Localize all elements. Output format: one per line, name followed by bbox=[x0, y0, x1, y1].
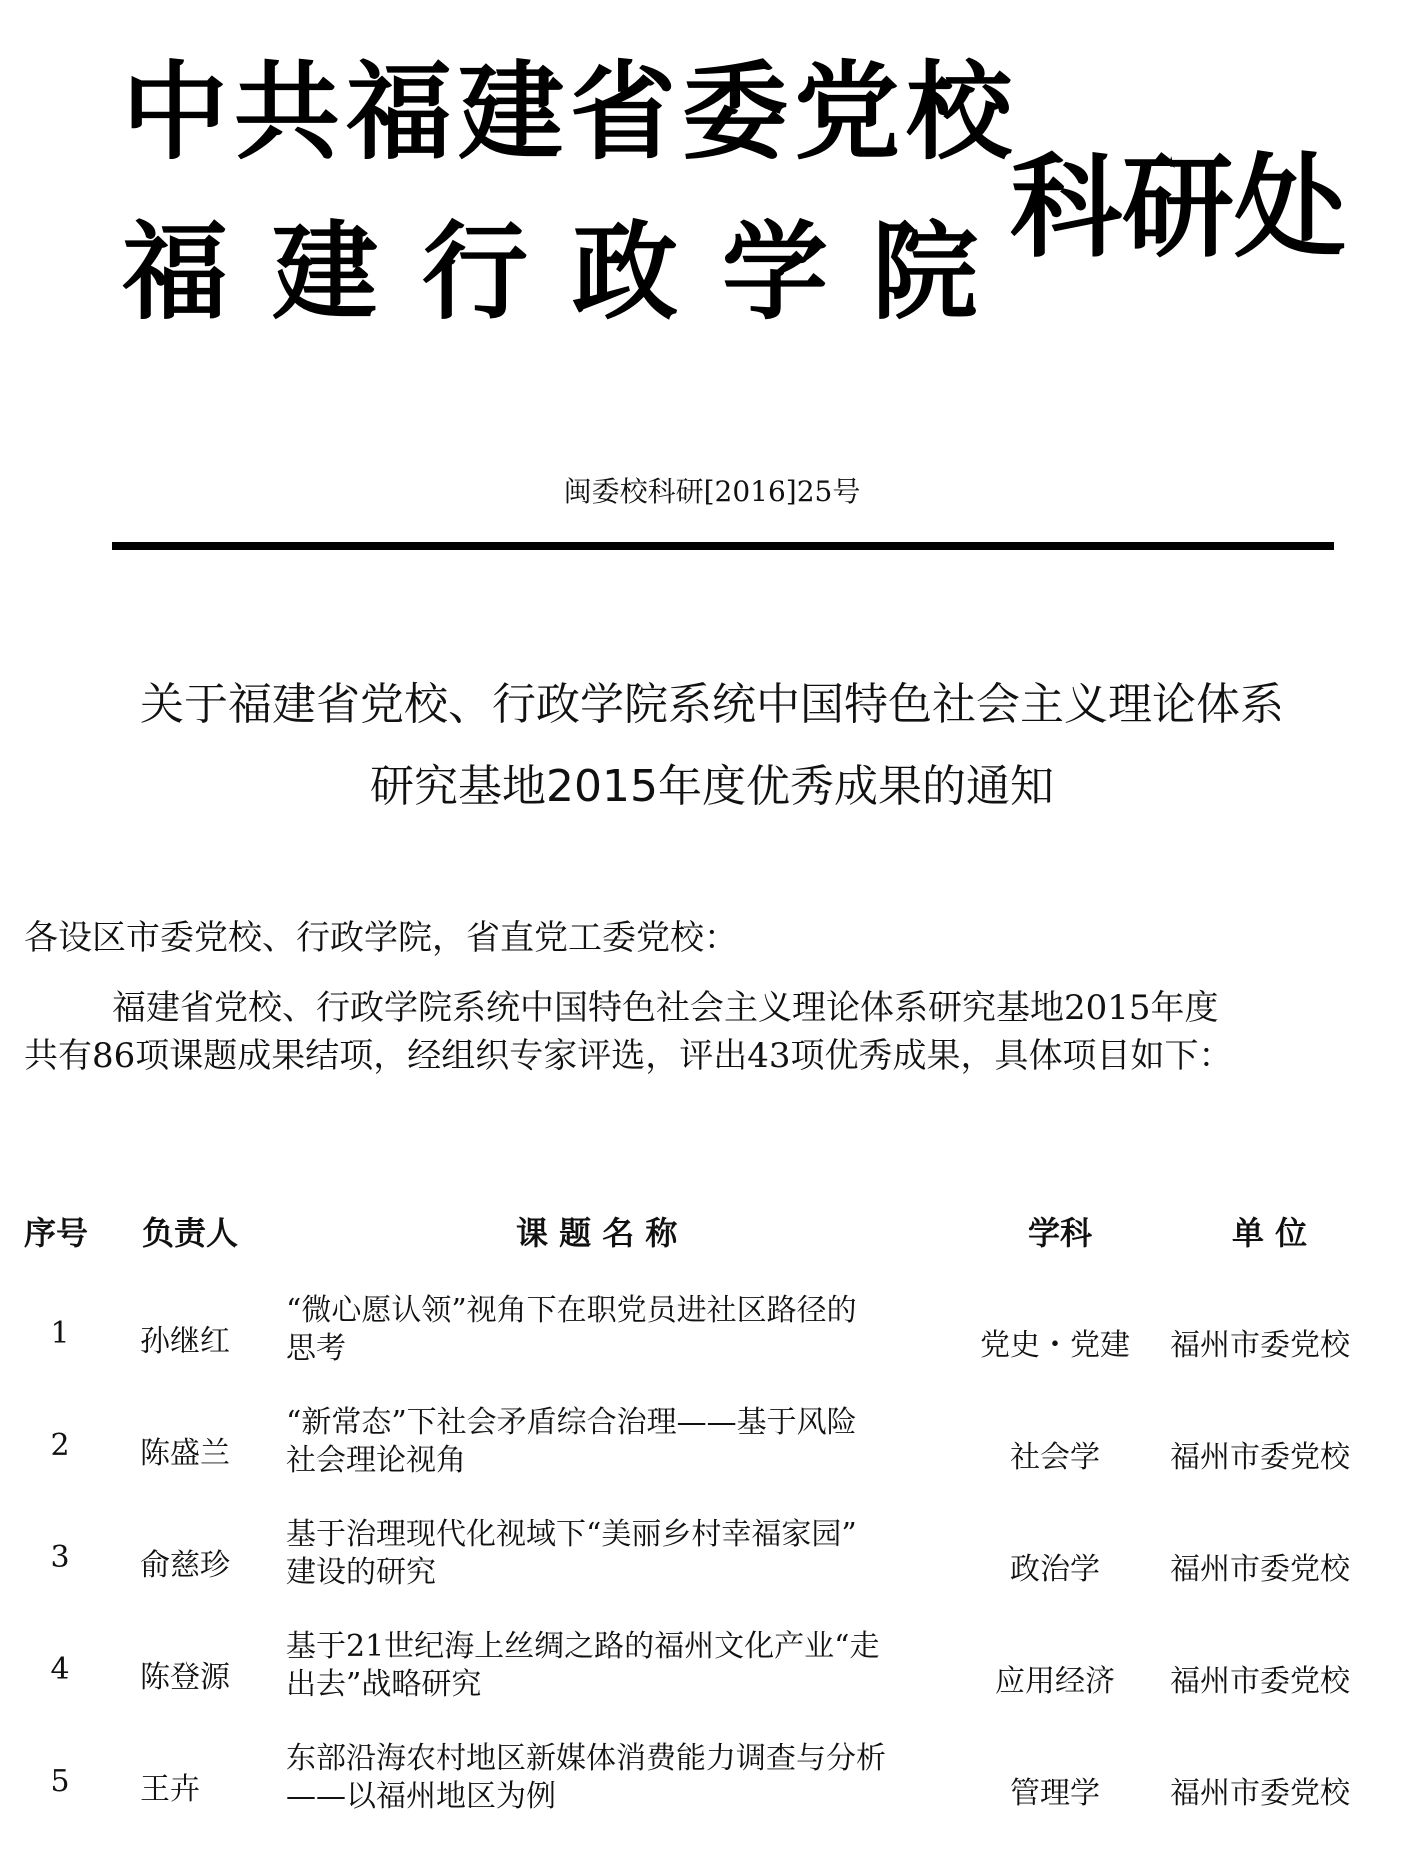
row-topic-line1: 东部沿海农村地区新媒体消费能力调查与分析 bbox=[286, 1741, 886, 1776]
row-subject: 管理学 bbox=[1010, 1776, 1100, 1811]
row-num: 2 bbox=[50, 1428, 70, 1463]
row-topic bbox=[286, 1740, 966, 1816]
row-unit: 福州市委党校 bbox=[1170, 1664, 1350, 1699]
table-row bbox=[0, 1292, 1424, 1402]
row-subject: 党史・党建 bbox=[980, 1328, 1130, 1363]
row-topic-line1: 基于21世纪海上丝绸之路的福州文化产业“走 bbox=[286, 1629, 880, 1664]
row-num: 5 bbox=[50, 1764, 70, 1799]
org-name-line1: 中共福建省委党校 bbox=[122, 51, 1018, 174]
row-topic-line2: 思考 bbox=[286, 1331, 346, 1366]
row-topic-line2: 出去”战略研究 bbox=[286, 1667, 482, 1702]
row-person: 陈盛兰 bbox=[140, 1436, 230, 1471]
notice-title-line1: 关于福建省党校、行政学院系统中国特色社会主义理论体系 bbox=[140, 679, 1284, 730]
row-unit: 福州市委党校 bbox=[1170, 1328, 1350, 1363]
row-num: 4 bbox=[50, 1652, 70, 1687]
row-unit: 福州市委党校 bbox=[1170, 1440, 1350, 1475]
header-unit: 单 位 bbox=[1232, 1214, 1308, 1252]
header-subject: 学科 bbox=[1028, 1214, 1093, 1252]
row-topic bbox=[286, 1628, 966, 1704]
row-topic-line1: “新常态”下社会矛盾综合治理——基于风险 bbox=[286, 1405, 857, 1440]
row-topic-line2: 社会理论视角 bbox=[286, 1443, 466, 1478]
body-paragraph-line1: 福建省党校、行政学院系统中国特色社会主义理论体系研究基地2015年度 bbox=[112, 988, 1219, 1028]
row-unit: 福州市委党校 bbox=[1170, 1776, 1350, 1811]
row-topic-line1: 基于治理现代化视域下“美丽乡村幸福家园” bbox=[286, 1517, 857, 1552]
header-person: 负责人 bbox=[142, 1214, 239, 1252]
department-name: 科研处 bbox=[1010, 143, 1346, 273]
header-num: 序号 bbox=[24, 1214, 89, 1252]
table-row bbox=[0, 1740, 1424, 1850]
row-topic bbox=[286, 1516, 966, 1592]
org-name-line2: 福建行政学院 bbox=[122, 211, 1022, 334]
row-unit: 福州市委党校 bbox=[1170, 1552, 1350, 1587]
notice-title-line2: 研究基地2015年度优秀成果的通知 bbox=[370, 761, 1054, 812]
document-number: 闽委校科研[2016]25号 bbox=[563, 475, 861, 508]
row-subject: 应用经济 bbox=[995, 1664, 1115, 1699]
table-row bbox=[0, 1404, 1424, 1514]
row-topic bbox=[286, 1404, 966, 1480]
row-topic bbox=[286, 1292, 966, 1368]
row-topic-line2: 建设的研究 bbox=[286, 1555, 436, 1590]
body-paragraph-line2: 共有86项课题成果结项，经组织专家评选，评出43项优秀成果，具体项目如下： bbox=[24, 1036, 1233, 1076]
row-topic-line1: “微心愿认领”视角下在职党员进社区路径的 bbox=[286, 1293, 857, 1328]
row-person: 俞慈珍 bbox=[140, 1548, 230, 1583]
header-divider bbox=[112, 542, 1334, 550]
row-person: 王卉 bbox=[140, 1772, 200, 1807]
table-row bbox=[0, 1516, 1424, 1626]
row-person: 孙继红 bbox=[140, 1324, 230, 1359]
row-person: 陈登源 bbox=[140, 1660, 230, 1695]
row-subject: 社会学 bbox=[1010, 1440, 1100, 1475]
row-num: 1 bbox=[50, 1316, 70, 1351]
salutation: 各设区市委党校、行政学院，省直党工委党校： bbox=[24, 918, 738, 958]
row-subject: 政治学 bbox=[1010, 1552, 1100, 1587]
row-num: 3 bbox=[50, 1540, 70, 1575]
header-topic: 课 题 名 称 bbox=[516, 1214, 678, 1252]
table-row bbox=[0, 1628, 1424, 1738]
row-topic-line2: ——以福州地区为例 bbox=[286, 1779, 556, 1814]
